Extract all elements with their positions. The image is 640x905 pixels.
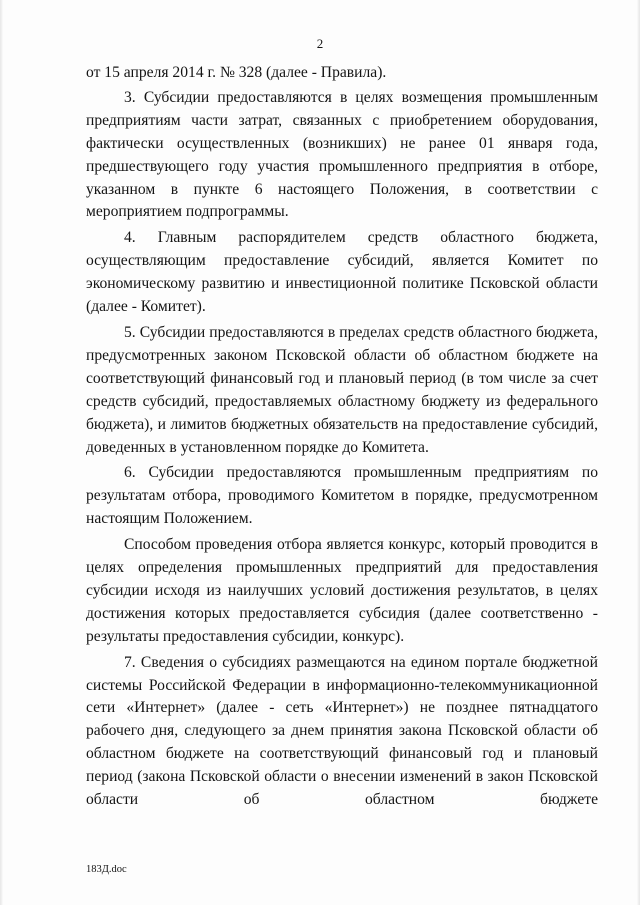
paragraph-continuation: от 15 апреля 2014 г. № 328 (далее - Правила). (86, 64, 387, 81)
paragraph-clause-6: 6. Субсидии предоставляются промышленным предприятиям по результатам отбора, проводимого Комитетом в порядке, предусмотренном настоящим Положением. (86, 464, 598, 528)
paragraph-clause-7: 7. Сведения о субсидиях размещаются на едином портале бюджетной системы Российской Федерации в информационно-телекоммуникационной сети «Интернет» (далее - сеть «Интернет») не позднее пятнадцатого рабочего дня, следующего за днем принятия закона Псковской области об областном бюджете на соответствующий финансовый год и плановый период (закона Псковской области о внесении изменений в закон Псковской области об областном бюджете (86, 653, 598, 809)
paragraph-contest-method: Способом проведения отбора является конкурс, который проводится в целях определения промышленных предприятий для предоставления субсидии исходя из наилучших условий достижения результатов, в целях достижения которых предоставляется субсидия (далее соответственно - результаты предоставления субсидии, конкурс). (86, 536, 598, 645)
page-number: 2 (316, 36, 324, 51)
paragraph-clause-5: 5. Субсидии предоставляются в пределах средств областного бюджета, предусмотренных законом Псковской области об областном бюджете на соответствующий финансовый год и плановый период (в том числе за счет средств субсидий, предоставляемых областному бюджету из федерального бюджета), и лимитов бюджетных обязательств на предоставление субсидий, доведенных в установленном порядке до Комитета. (86, 323, 598, 456)
document-body (86, 62, 598, 812)
paragraph-clause-3: 3. Субсидии предоставляются в целях возмещения промышленным предприятиям части затрат, связанных с приобретением оборудования, фактически осуществленных (возникших) не ранее 01 января года, предшествующего году участия промышленного предприятия в отборе, указанном в пункте 6 настоящего Положения, в соответствии с мероприятием подпрограммы. (86, 88, 598, 221)
footer-filename: 183Д.doc (86, 864, 127, 875)
paragraph-clause-4: 4. Главным распорядителем средств областного бюджета, осуществляющим предоставление субсидий, является Комитет по экономическому развитию и инвестиционной политике Псковской области (далее - Комитет). (86, 229, 598, 316)
scan-edge-left (0, 0, 3, 905)
